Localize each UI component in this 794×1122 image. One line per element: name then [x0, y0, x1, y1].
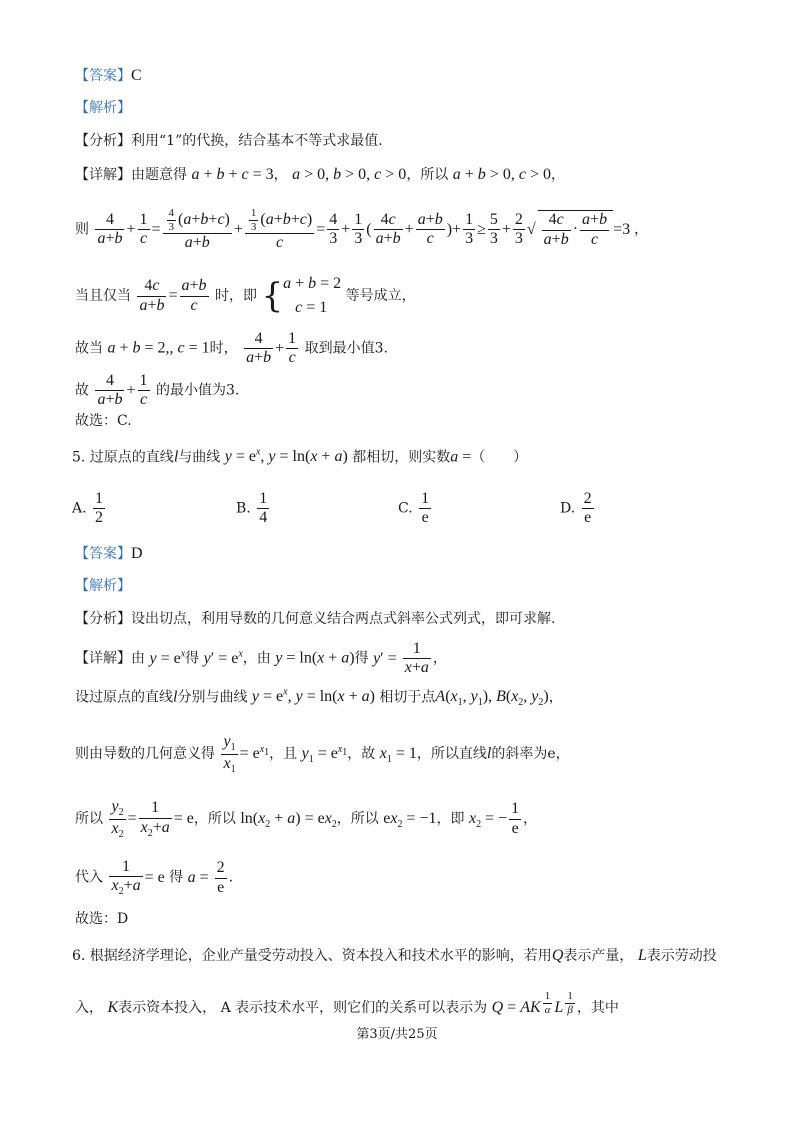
formula: a + b = 2,, c = 1	[107, 339, 210, 357]
choose-q4: 故选：C.	[75, 413, 132, 429]
tangent-points-line: 设过原点的直线l分别与曲线 $y = e^x$, y = ln(x + a) 相切于点$A(x_1$, $y_1$), $B(x_2$, $y_2$)，	[75, 687, 563, 709]
equality-condition: 当且仅当 $\frac{4c}{a+b}$ = $\frac{a+b}{c}$ 时，即 {a + b = 2 c = 1 等号成立，	[75, 272, 416, 320]
option-b: B. $\frac{1}{4}$	[236, 490, 268, 527]
fenxi-line-q4	[75, 134, 383, 148]
equation-system: a + b = 2 c = 1	[283, 275, 342, 316]
formula: $\frac{4}{a+b}$ + $\frac{1}{c}$	[97, 372, 148, 409]
formula: $y = e^x$, y = ln(x + a)	[224, 447, 348, 466]
option-c: C. $\frac{1}{e}$	[398, 490, 430, 527]
choose-q5: 故选：D	[75, 911, 129, 927]
question-6-line2: 入， K表示资本投入， A 表示技术水平，则它们的关系可以表示为 Q = AK $^{\frac{1}{\alpha}}$ L $^{\frac{1}{\beta}}$ ，其中	[75, 990, 619, 1016]
solve-x2-line: 所以 $\frac{y_2}{x_2}$ = $\frac{1}{x_2+a}$ = e，所以 $\ln(x_2 + a) = ex_2$，所以 $ex_2 = -1$，即 $x_2$ = − $\frac{1}{e}$ ，	[75, 798, 538, 840]
formula: $\frac{4c}{a+b}$ = $\frac{a+b}{c}$	[139, 277, 207, 314]
detail-line-q4: 【详解】由题意得 a + b + c = 3， a > 0, b > 0, c > 0，所以 a + b > 0, c > 0，	[75, 166, 565, 183]
derivative-meaning-line: 则由导数的几何意义得 $\frac{y_1}{x_1}$ = $e^{x_1}$，且 $y_1 = e^{x_1}$，故 $x_1 = 1$，所以直线l的斜率为e，	[75, 733, 570, 775]
analysis-tag-q5: 【解析】	[75, 578, 131, 594]
formula: $\frac{4}{a+b}$ + $\frac{1}{c}$ = $\frac{4}{3}$ (a+b+c) a+b + $\frac{1}{3}$ (a+b+c) c = $\frac{4}{3}$ + $\frac{1}{3}$ ( $\frac{4c}{a+b}$ + $\frac{a+b}{c}$ )+ $\frac{1}{3}$ ≥ $\frac{5}{3}$ + $\frac{2}{3}$ √ $\frac{4c}{a+b}$ · $\frac{a+b}{c}$ =3	[97, 207, 635, 252]
min-condition: 故当 a + b = 2,, c = 1时， $\frac{4}{a+b}$ + $\frac{1}{c}$ 取到最小值3.	[75, 330, 388, 367]
answer-line-q4	[75, 68, 142, 84]
fenxi-tag: 【分析】	[75, 133, 131, 149]
analysis-tag-q4: 【解析】	[75, 100, 131, 116]
fenxi-line-q5: 【分析】设出切点，利用导数的几何意义结合两点式斜率公式列式，即可求解.	[75, 611, 556, 627]
answer-tag: 【答案】	[75, 68, 131, 84]
question-5-stem: 5. 过原点的直线l与曲线 $y = e^x$, y = ln(x + a) 都相切，则实数a =（ ）	[72, 447, 528, 466]
equation-chain: 则 $\frac{4}{a+b}$ + $\frac{1}{c}$ = $\frac{4}{3}$ (a+b+c) a+b + $\frac{1}{3}$ (a+b+c) c = $\frac{4}{3}$ + $\frac{1}{3}$ ( $\frac{4c}{a+b}$ + $\frac{a+b}{c}$ )+ $\frac{1}{3}$ ≥ $\frac{5}{3}$ + $\frac{2}{3}$ √ $\frac{4c}{a+b}$ · $\frac{a+b}{c}$ =3 ，	[75, 207, 649, 252]
answer-value: C	[131, 67, 142, 84]
detail-line-q5: 【详解】由 $y = e^x$得 $y' = e^x$，由 y = ln(x + a)得 y′ = $\frac{1}{x+a}$ ，	[75, 640, 447, 677]
formula: a > 0, b > 0, c > 0	[292, 166, 407, 183]
left-brace: {	[261, 276, 284, 316]
option-d: D. $\frac{2}{e}$	[560, 490, 592, 527]
fenxi-text: 利用“1”的代换，结合基本不等式求最值.	[131, 133, 383, 149]
min-result: 故 $\frac{4}{a+b}$ + $\frac{1}{c}$ 的最小值为3.	[75, 372, 240, 409]
formula: Q = AK $^{\frac{1}{\alpha}}$ L $^{\frac{1}{\beta}}$	[491, 990, 573, 1016]
option-a: A. $\frac{1}{2}$	[72, 490, 104, 527]
substitute-line: 代入 $\frac{1}{x_2+a}$ = e 得 a = $\frac{2}{e}$ .	[75, 858, 234, 898]
formula: $\frac{4}{a+b}$ + $\frac{1}{c}$	[246, 330, 297, 367]
answer-line-q5: 【答案】D	[75, 545, 143, 562]
formula: a + b + c = 3	[191, 166, 274, 183]
page-footer: 第3页/共25页	[356, 1027, 438, 1042]
question-6-line1: 6. 根据经济学理论，企业产量受劳动投入、资本投入和技术水平的影响，若用Q表示产量， L表示劳动投	[72, 947, 717, 964]
formula: a + b > 0, c > 0	[452, 166, 551, 183]
